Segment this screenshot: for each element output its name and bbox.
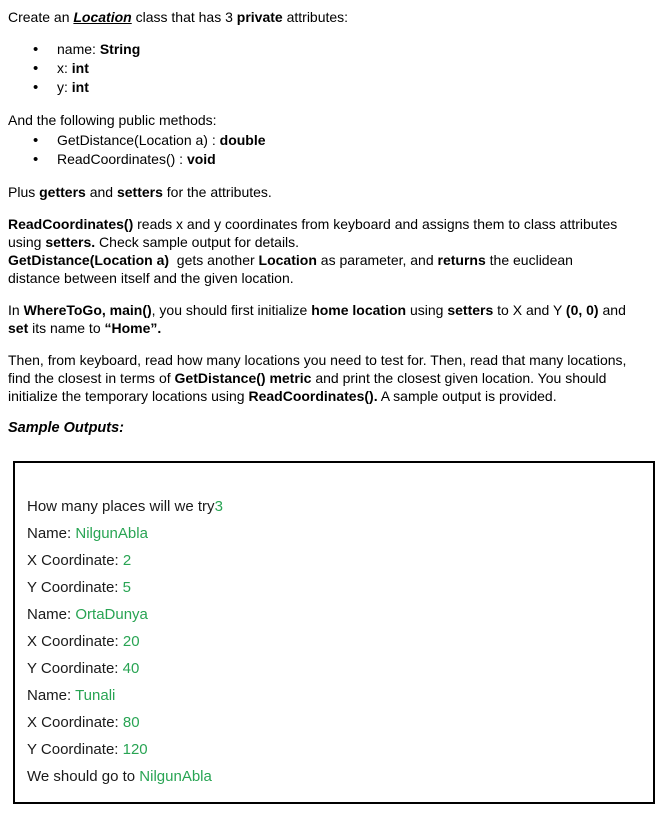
text-run: And the following public methods: (8, 112, 217, 128)
text-run: int (71, 60, 89, 76)
text-run: ReadCoordinates() (8, 216, 134, 232)
bullet-item (33, 131, 658, 150)
text-run: its name to (28, 320, 105, 336)
console-line (27, 547, 643, 574)
text-run: using (406, 302, 448, 318)
bullet-item (33, 40, 658, 59)
text-run: home location (311, 302, 407, 318)
text-run: Y Coordinate: (27, 579, 123, 596)
text-run: and (598, 302, 626, 318)
text-run: set (8, 320, 29, 336)
text-run: (0, 0) (565, 302, 599, 318)
console-line (27, 574, 643, 601)
text-run: “Home”. (104, 320, 162, 336)
console-input-value: OrtaDunya (75, 606, 148, 623)
text-run: In (8, 302, 24, 318)
text-run: initialize the temporary locations using (8, 388, 249, 404)
document-body (8, 8, 658, 437)
text-run: setters (447, 302, 494, 318)
text-run: We should go to (27, 768, 140, 785)
text-run: to X and Y (493, 302, 566, 318)
list-attributes (8, 40, 658, 97)
text-run: Sample Outputs: (8, 420, 125, 436)
text-run: WhereToGo, main() (23, 302, 152, 318)
console-input-value: 120 (122, 741, 148, 758)
text-run: void (186, 151, 216, 167)
text-run: Plus (8, 184, 40, 200)
console-line (27, 520, 643, 547)
text-run: name: (57, 41, 100, 57)
text-run: GetDistance() metric (174, 370, 312, 386)
para-public-methods (8, 111, 658, 129)
bullet-item (33, 59, 658, 78)
text-run: ReadCoordinates() : (57, 151, 187, 167)
para-instructions (8, 351, 658, 405)
console-line (27, 601, 643, 628)
text-run: How many places will we try (27, 498, 215, 515)
text-run: Create an (8, 9, 74, 25)
console-line (27, 628, 643, 655)
text-run: double (219, 132, 266, 148)
text-run: class that has 3 (131, 9, 237, 25)
text-run: Check sample output for details. (95, 234, 300, 250)
text-run: Y Coordinate: (27, 741, 123, 758)
text-run: X Coordinate: (27, 714, 123, 731)
console-line (27, 655, 643, 682)
text-run: Name: (27, 525, 76, 542)
text-run: Location (73, 9, 132, 25)
text-run: A sample output is provided. (377, 388, 557, 404)
console-line (27, 709, 643, 736)
text-run: as parameter, and (316, 252, 438, 268)
console-input-value: NilgunAbla (139, 768, 212, 785)
list-methods (8, 131, 658, 169)
text-run: setters. (45, 234, 96, 250)
text-run: Then, from keyboard, read how many locations you need to test for. Then, read that many locations, (8, 352, 627, 368)
text-run: find the closest in terms of (8, 370, 175, 386)
console-input-value: NilgunAbla (75, 525, 148, 542)
console-line (27, 736, 643, 763)
heading-sample-outputs (8, 419, 658, 437)
bullet-item (33, 150, 658, 169)
text-run: Location (258, 252, 317, 268)
text-run: reads x and y coordinates from keyboard and assigns them to class attributes (133, 216, 618, 232)
text-run: String (99, 41, 141, 57)
para-main-init (8, 301, 658, 337)
console-input-value: Tunali (75, 687, 116, 704)
console-input-value: 20 (122, 633, 140, 650)
text-run: using (8, 234, 46, 250)
console-line (27, 763, 643, 790)
text-run: ReadCoordinates(). (248, 388, 378, 404)
text-run: setters (116, 184, 163, 200)
bullet-item (33, 78, 658, 97)
para-create-class (8, 8, 658, 26)
console-line (27, 682, 643, 709)
text-run: attributes: (282, 9, 349, 25)
console-line (27, 493, 643, 520)
console-input-value: 3 (214, 498, 223, 515)
text-run: x: (57, 60, 72, 76)
text-run: private (236, 9, 283, 25)
text-run: getters (39, 184, 86, 200)
text-run: Y Coordinate: (27, 660, 123, 677)
text-run: X Coordinate: (27, 633, 123, 650)
para-getters-setters (8, 183, 658, 201)
console-input-value: 5 (122, 579, 131, 596)
console-input-value: 40 (122, 660, 140, 677)
para-method-descriptions (8, 215, 658, 287)
text-run: X Coordinate: (27, 552, 123, 569)
text-run: distance between itself and the given location. (8, 270, 294, 286)
text-run: GetDistance(Location a) (8, 252, 170, 268)
text-run: , you should first initialize (151, 302, 312, 318)
text-run: gets another (169, 252, 259, 268)
console-input-value: 80 (122, 714, 140, 731)
text-run: and (85, 184, 117, 200)
text-run: GetDistance(Location a) : (57, 132, 220, 148)
console-input-value: 2 (122, 552, 132, 569)
text-run: y: (57, 79, 72, 95)
text-run: and print the closest given location. You should (311, 370, 607, 386)
text-run: Name: (27, 606, 76, 623)
text-run: for the attributes. (162, 184, 272, 200)
text-run: returns (437, 252, 486, 268)
text-run: int (71, 79, 89, 95)
sample-output-console (13, 461, 655, 804)
text-run: Name: (27, 687, 76, 704)
text-run: the euclidean (485, 252, 573, 268)
